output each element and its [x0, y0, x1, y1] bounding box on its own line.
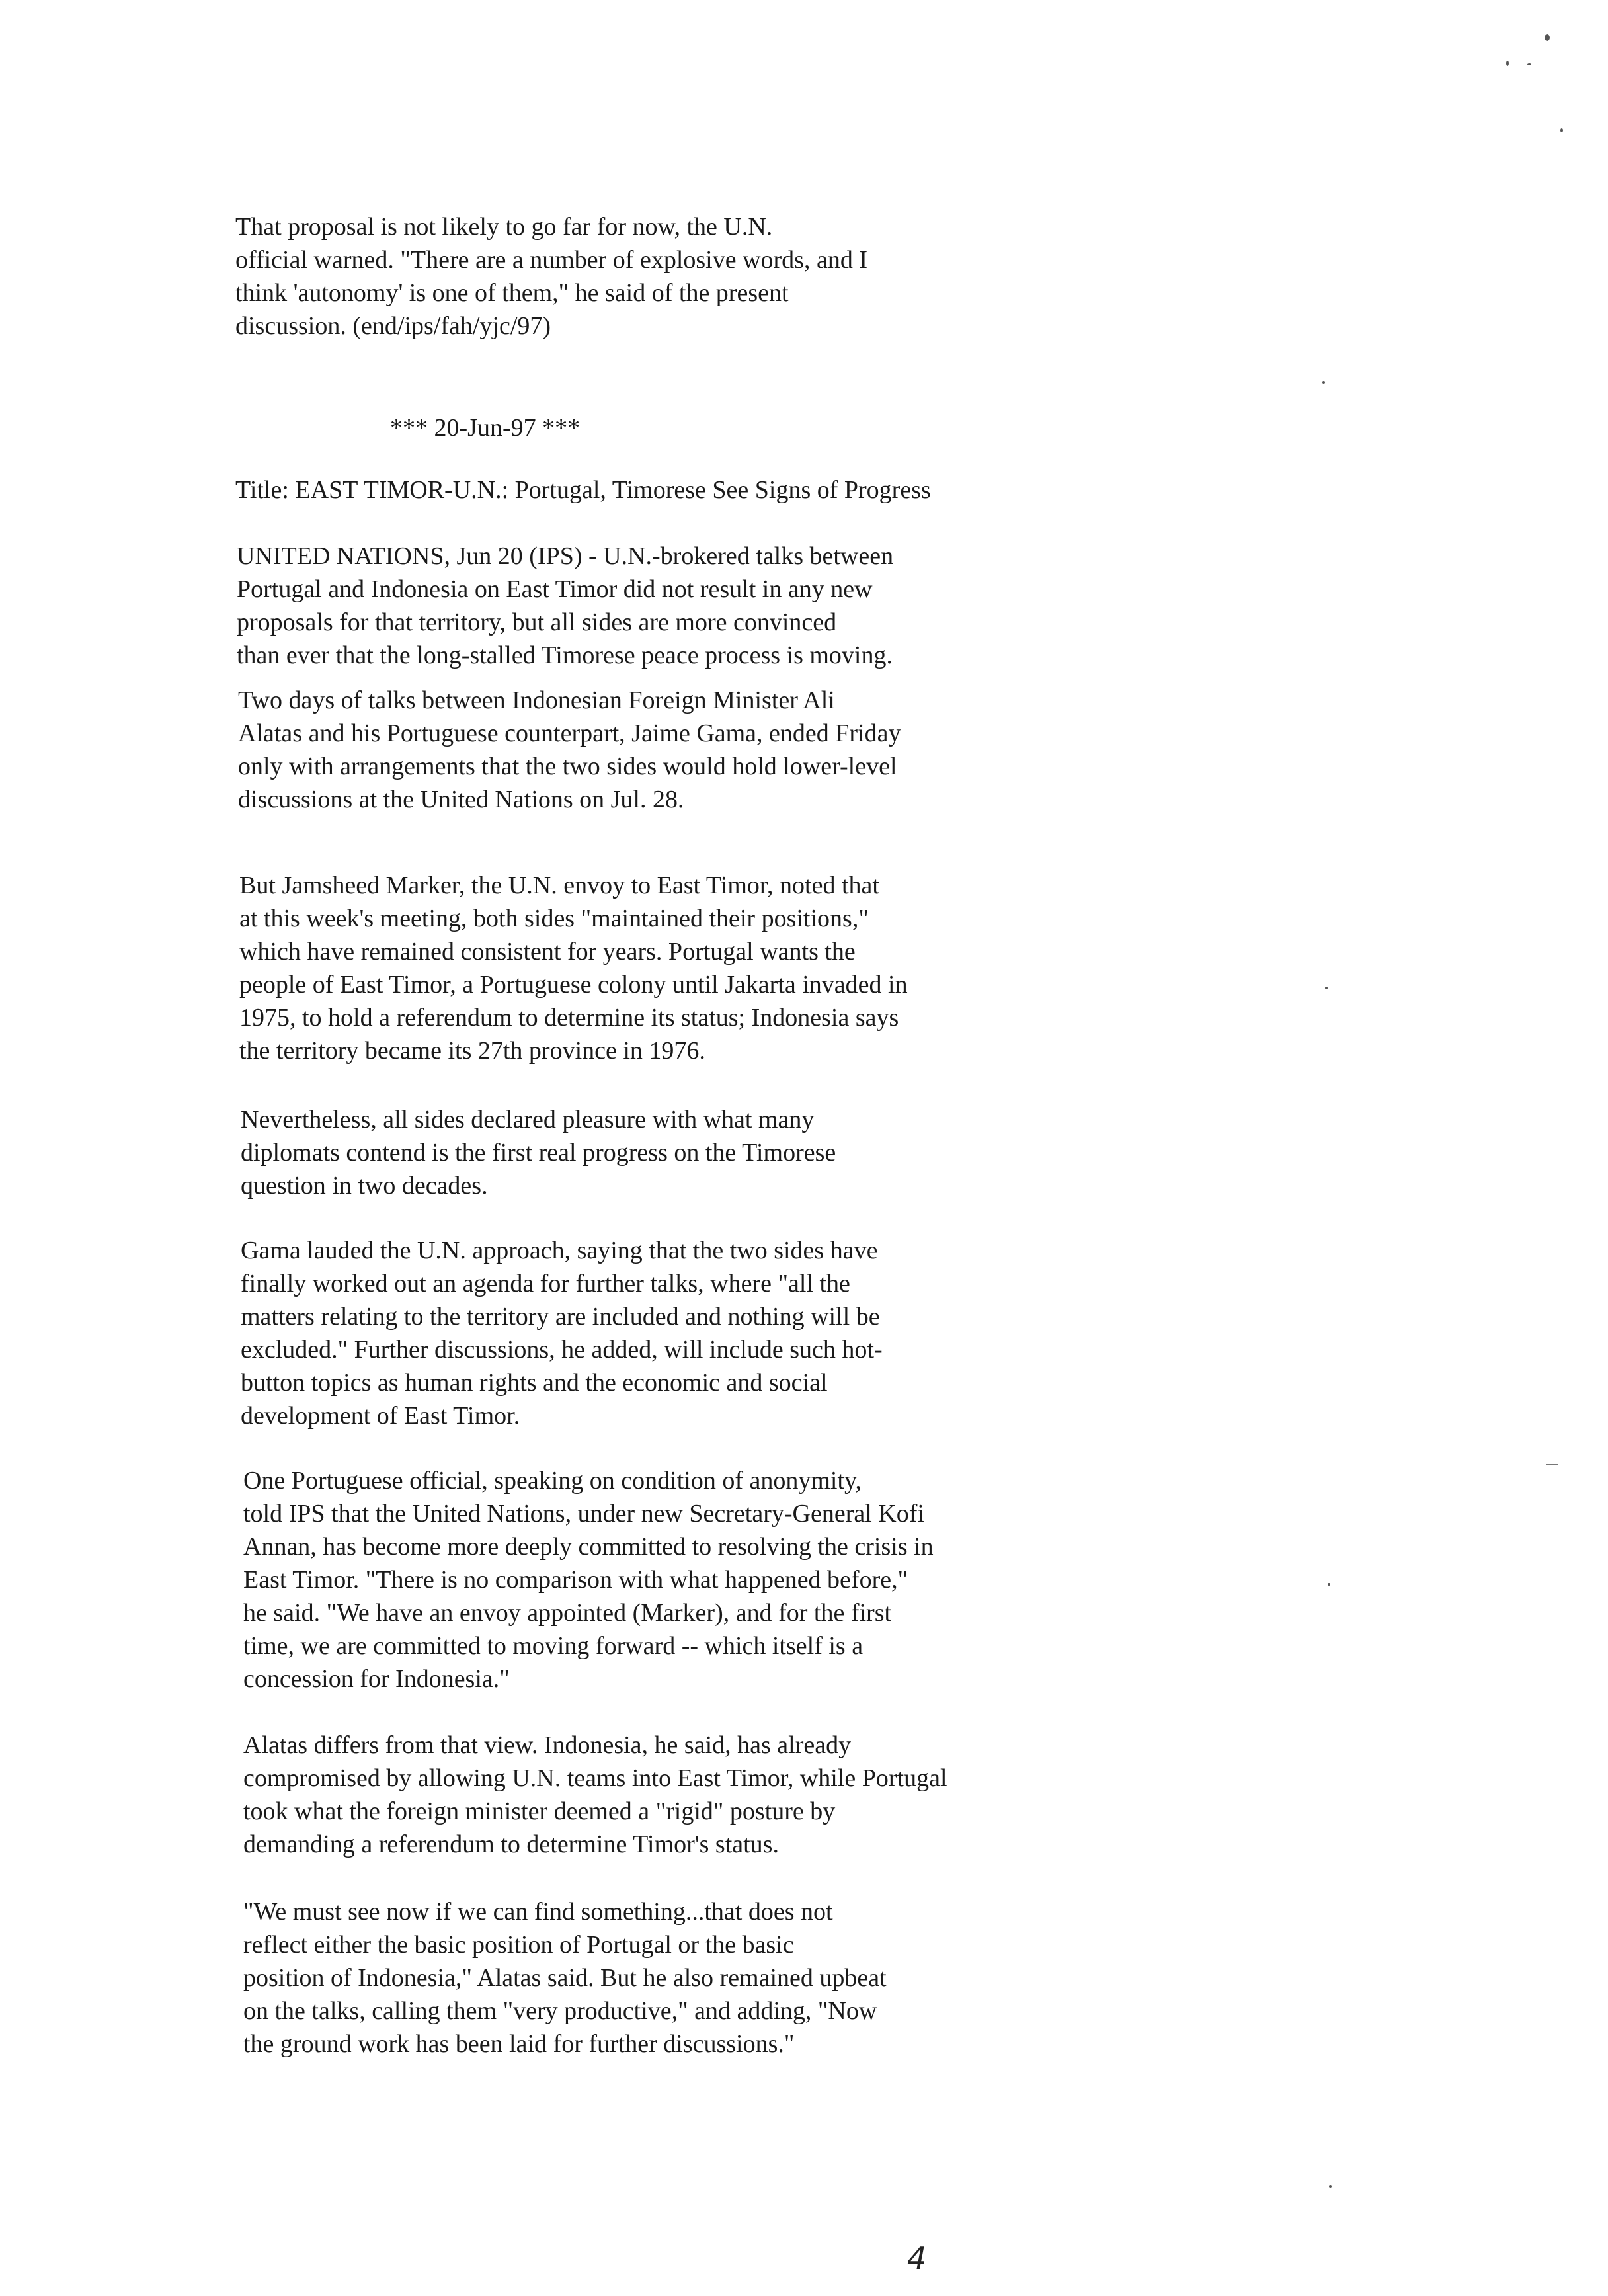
text-line: UNITED NATIONS, Jun 20 (IPS) - U.N.-brokered talks between — [237, 542, 894, 570]
text-line: told IPS that the United Nations, under new Secretary-General Kofi — [243, 1500, 924, 1528]
text-line: excluded." Further discussions, he added, will include such hot- — [241, 1336, 883, 1364]
text-line: But Jamsheed Marker, the U.N. envoy to East Timor, noted that — [239, 872, 879, 899]
text-line: at this week's meeting, both sides "maintained their positions," — [239, 905, 869, 932]
article-dateline: *** 20-Jun-97 *** — [390, 414, 581, 442]
article-paragraph — [241, 1234, 883, 1432]
text-line: Annan, has become more deeply committed to resolving the crisis in — [243, 1533, 934, 1561]
text-line: demanding a referendum to determine Timor's status. — [243, 1830, 779, 1858]
text-line: development of East Timor. — [241, 1402, 520, 1430]
text-line: proposals for that territory, but all sides are more convinced — [237, 608, 837, 636]
scan-speck — [1325, 987, 1328, 989]
text-line: people of East Timor, a Portuguese colony until Jakarta invaded in — [239, 971, 908, 999]
scan-speck — [1545, 34, 1550, 41]
article-paragraph — [237, 540, 893, 672]
text-line: official warned. "There are a number of explosive words, and I — [235, 246, 867, 274]
text-line: took what the foreign minister deemed a "rigid" posture by — [243, 1797, 836, 1825]
article-paragraph — [243, 1895, 887, 2061]
scan-mark — [1546, 1464, 1558, 1465]
article-paragraph — [243, 1464, 934, 1696]
text-line: he said. "We have an envoy appointed (Marker), and for the first — [243, 1599, 892, 1627]
scan-speck — [1560, 128, 1563, 132]
text-line: reflect either the basic position of Portugal or the basic — [243, 1931, 794, 1959]
text-line: which have remained consistent for years. Portugal wants the — [239, 938, 856, 965]
text-line: Portugal and Indonesia on East Timor did not result in any new — [237, 575, 873, 603]
text-line: position of Indonesia," Alatas said. But he also remained upbeat — [243, 1964, 887, 1992]
text-line: than ever that the long-stalled Timorese peace process is moving. — [237, 641, 893, 669]
text-line: "We must see now if we can find something...that does not — [243, 1898, 833, 1926]
article-title: Title: EAST TIMOR-U.N.: Portugal, Timorese See Signs of Progress — [235, 476, 931, 504]
text-line: Gama lauded the U.N. approach, saying that the two sides have — [241, 1237, 878, 1264]
article-paragraph — [241, 1103, 836, 1202]
article-paragraph — [243, 1729, 947, 1861]
text-line: matters relating to the territory are included and nothing will be — [241, 1303, 880, 1331]
scan-speck — [1506, 61, 1509, 66]
text-line: diplomats contend is the first real progress on the Timorese — [241, 1139, 836, 1167]
text-line: finally worked out an agenda for further talks, where "all the — [241, 1270, 850, 1297]
article-paragraph — [239, 869, 908, 1067]
text-line: One Portuguese official, speaking on condition of anonymity, — [243, 1467, 862, 1495]
text-line: Nevertheless, all sides declared pleasure with what many — [241, 1106, 815, 1133]
text-line: Alatas differs from that view. Indonesia, he said, has already — [243, 1731, 852, 1759]
text-line: the territory became its 27th province in 1976. — [239, 1037, 705, 1065]
text-line: That proposal is not likely to go far for now, the U.N. — [235, 213, 773, 241]
intro-paragraph — [235, 210, 867, 343]
page-number: 4 — [907, 2240, 927, 2276]
text-line: discussions at the United Nations on Jul. 28. — [238, 786, 684, 813]
scan-speck — [1329, 2185, 1332, 2188]
text-line: East Timor. "There is no comparison with what happened before," — [243, 1566, 908, 1594]
text-line: compromised by allowing U.N. teams into East Timor, while Portugal — [243, 1764, 947, 1792]
text-line: Two days of talks between Indonesian Foreign Minister Ali — [238, 686, 835, 714]
text-line: question in two decades. — [241, 1172, 488, 1200]
scan-speck — [1527, 63, 1531, 65]
article-paragraph — [238, 684, 901, 816]
text-line: on the talks, calling them "very productive," and adding, "Now — [243, 1997, 877, 2025]
text-line: think 'autonomy' is one of them," he said of the present — [235, 279, 789, 307]
text-line: the ground work has been laid for further discussions." — [243, 2030, 795, 2058]
text-line: time, we are committed to moving forward -- which itself is a — [243, 1632, 864, 1660]
scan-speck — [1322, 381, 1325, 384]
text-line: only with arrangements that the two sides would hold lower-level — [238, 753, 897, 780]
text-line: button topics as human rights and the economic and social — [241, 1369, 828, 1397]
text-line: Alatas and his Portuguese counterpart, Jaime Gama, ended Friday — [238, 719, 901, 747]
text-line: discussion. (end/ips/fah/yjc/97) — [235, 312, 551, 340]
text-line: 1975, to hold a referendum to determine its status; Indonesia says — [239, 1004, 899, 1032]
text-line: concession for Indonesia." — [243, 1665, 510, 1693]
scan-speck — [1328, 1583, 1330, 1586]
